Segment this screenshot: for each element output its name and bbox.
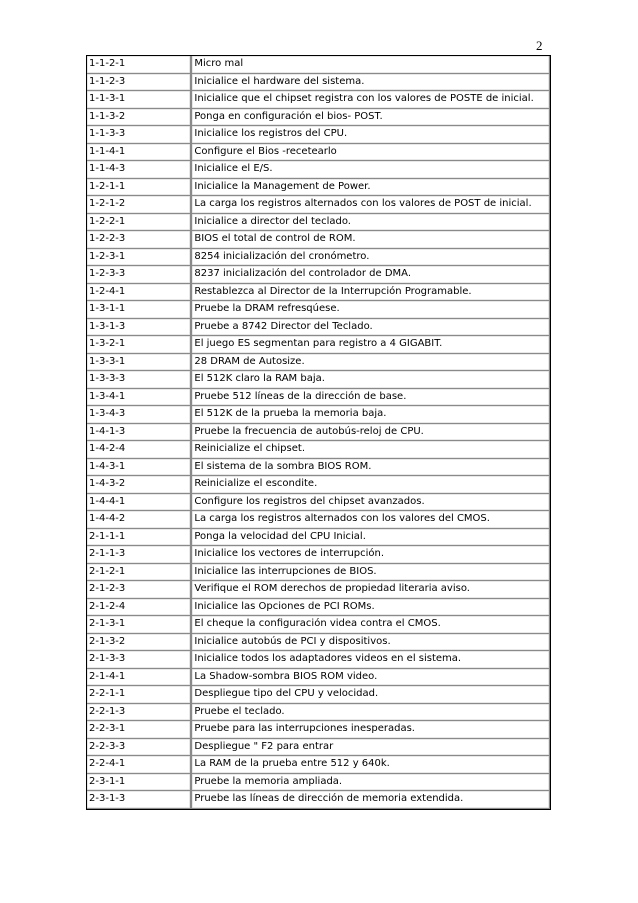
beep-code-cell: 2-1-2-3 — [87, 581, 191, 599]
beep-code-cell: 2-2-1-1 — [87, 686, 191, 704]
table-row — [87, 564, 550, 582]
table-row — [87, 231, 550, 249]
description-cell: Despliegue " F2 para entrar — [191, 739, 550, 757]
beep-code-table-body — [87, 56, 550, 809]
beep-code-cell: 2-1-4-1 — [87, 669, 191, 687]
table-row — [87, 319, 550, 337]
table-row — [87, 494, 550, 512]
beep-code-cell: 1-2-3-1 — [87, 249, 191, 267]
table-row — [87, 476, 550, 494]
table-row — [87, 721, 550, 739]
table-row — [87, 109, 550, 127]
beep-code-cell: 1-2-2-1 — [87, 214, 191, 232]
beep-code-cell: 2-3-1-3 — [87, 791, 191, 809]
beep-code-cell: 2-1-2-4 — [87, 599, 191, 617]
description-cell: Verifique el ROM derechos de propiedad literaria aviso. — [191, 581, 550, 599]
description-cell: Configure los registros del chipset avanzados. — [191, 494, 550, 512]
description-cell: Ponga en configuración el bios- POST. — [191, 109, 550, 127]
table-row — [87, 371, 550, 389]
description-cell: Inicialice las interrupciones de BIOS. — [191, 564, 550, 582]
description-cell: Inicialice las Opciones de PCI ROMs. — [191, 599, 550, 617]
description-cell: Inicialice a director del teclado. — [191, 214, 550, 232]
beep-code-cell: 1-2-1-2 — [87, 196, 191, 214]
table-row — [87, 739, 550, 757]
description-cell: 28 DRAM de Autosize. — [191, 354, 550, 372]
description-cell: Pruebe la DRAM refresqúese. — [191, 301, 550, 319]
table-row — [87, 301, 550, 319]
table-row — [87, 144, 550, 162]
description-cell: Inicialice los registros del CPU. — [191, 126, 550, 144]
page-number: 2 — [536, 38, 543, 53]
table-row — [87, 651, 550, 669]
beep-code-cell: 1-4-4-2 — [87, 511, 191, 529]
table-row — [87, 459, 550, 477]
table-row — [87, 704, 550, 722]
beep-code-cell: 1-1-2-1 — [87, 56, 191, 74]
table-row — [87, 249, 550, 267]
description-cell: BIOS el total de control de ROM. — [191, 231, 550, 249]
table-row — [87, 266, 550, 284]
description-cell: Inicialice el E/S. — [191, 161, 550, 179]
description-cell: La carga los registros alternados con los valores del CMOS. — [191, 511, 550, 529]
beep-code-cell: 1-1-3-2 — [87, 109, 191, 127]
beep-code-cell: 1-4-3-1 — [87, 459, 191, 477]
table-row — [87, 284, 550, 302]
description-cell: El cheque la configuración videa contra el CMOS. — [191, 616, 550, 634]
beep-code-cell: 1-3-3-3 — [87, 371, 191, 389]
table-row — [87, 669, 550, 687]
table-row — [87, 546, 550, 564]
table-row — [87, 616, 550, 634]
beep-code-cell: 1-1-2-3 — [87, 74, 191, 92]
description-cell: Pruebe a 8742 Director del Teclado. — [191, 319, 550, 337]
description-cell: 8254 inicialización del cronómetro. — [191, 249, 550, 267]
description-cell: Pruebe la memoria ampliada. — [191, 774, 550, 792]
description-cell: Reinicialize el chipset. — [191, 441, 550, 459]
table-row — [87, 179, 550, 197]
beep-code-cell: 1-3-4-3 — [87, 406, 191, 424]
description-cell: Pruebe la frecuencia de autobús-reloj de CPU. — [191, 424, 550, 442]
beep-code-cell: 2-2-3-1 — [87, 721, 191, 739]
table-row — [87, 686, 550, 704]
beep-code-cell: 2-1-1-3 — [87, 546, 191, 564]
beep-code-cell: 1-3-2-1 — [87, 336, 191, 354]
description-cell: 8237 inicialización del controlador de DMA. — [191, 266, 550, 284]
beep-code-cell: 1-4-3-2 — [87, 476, 191, 494]
table-row — [87, 354, 550, 372]
beep-code-cell: 1-1-4-1 — [87, 144, 191, 162]
table-row — [87, 581, 550, 599]
table-row — [87, 756, 550, 774]
description-cell: Reinicialize el escondite. — [191, 476, 550, 494]
table-row — [87, 161, 550, 179]
description-cell: Inicialice los vectores de interrupción. — [191, 546, 550, 564]
description-cell: Pruebe para las interrupciones inesperadas. — [191, 721, 550, 739]
table-row — [87, 774, 550, 792]
description-cell: El sistema de la sombra BIOS ROM. — [191, 459, 550, 477]
table-row — [87, 511, 550, 529]
beep-code-cell: 1-2-1-1 — [87, 179, 191, 197]
description-cell: El juego ES segmentan para registro a 4 GIGABIT. — [191, 336, 550, 354]
table-row — [87, 126, 550, 144]
description-cell: Pruebe el teclado. — [191, 704, 550, 722]
beep-code-cell: 1-1-3-3 — [87, 126, 191, 144]
description-cell: La carga los registros alternados con los valores de POST de inicial. — [191, 196, 550, 214]
description-cell: Inicialice autobús de PCI y dispositivos. — [191, 634, 550, 652]
table-row — [87, 424, 550, 442]
beep-code-cell: 2-2-1-3 — [87, 704, 191, 722]
description-cell: La RAM de la prueba entre 512 y 640k. — [191, 756, 550, 774]
beep-code-cell: 2-1-3-1 — [87, 616, 191, 634]
description-cell: Pruebe 512 líneas de la dirección de base. — [191, 389, 550, 407]
beep-code-cell: 1-4-1-3 — [87, 424, 191, 442]
description-cell: Micro mal — [191, 56, 550, 74]
table-row — [87, 529, 550, 547]
beep-code-cell: 2-1-3-2 — [87, 634, 191, 652]
table-row — [87, 389, 550, 407]
description-cell: Restablezca al Director de la Interrupción Programable. — [191, 284, 550, 302]
beep-code-cell: 2-2-4-1 — [87, 756, 191, 774]
description-cell: Configure el Bios -recetearlo — [191, 144, 550, 162]
beep-code-cell: 2-1-2-1 — [87, 564, 191, 582]
beep-code-table — [86, 55, 551, 810]
table-row — [87, 74, 550, 92]
beep-code-cell: 1-3-4-1 — [87, 389, 191, 407]
description-cell: Despliegue tipo del CPU y velocidad. — [191, 686, 550, 704]
beep-code-cell: 1-1-4-3 — [87, 161, 191, 179]
beep-code-cell: 1-4-2-4 — [87, 441, 191, 459]
table-row — [87, 599, 550, 617]
beep-code-cell: 2-3-1-1 — [87, 774, 191, 792]
description-cell: Pruebe las líneas de dirección de memoria extendida. — [191, 791, 550, 809]
description-cell: Ponga la velocidad del CPU Inicial. — [191, 529, 550, 547]
beep-code-cell: 1-2-4-1 — [87, 284, 191, 302]
table-row — [87, 336, 550, 354]
table-row — [87, 56, 550, 74]
table-row — [87, 214, 550, 232]
description-cell: Inicialice todos los adaptadores videos en el sistema. — [191, 651, 550, 669]
beep-code-cell: 1-3-1-1 — [87, 301, 191, 319]
beep-code-cell: 2-2-3-3 — [87, 739, 191, 757]
description-cell: La Shadow-sombra BIOS ROM video. — [191, 669, 550, 687]
beep-code-cell: 1-2-3-3 — [87, 266, 191, 284]
description-cell: El 512K claro la RAM baja. — [191, 371, 550, 389]
table-row — [87, 791, 550, 809]
beep-code-cell: 1-3-1-3 — [87, 319, 191, 337]
table-row — [87, 441, 550, 459]
beep-code-cell: 1-3-3-1 — [87, 354, 191, 372]
description-cell: El 512K de la prueba la memoria baja. — [191, 406, 550, 424]
description-cell: Inicialice el hardware del sistema. — [191, 74, 550, 92]
beep-code-cell: 1-2-2-3 — [87, 231, 191, 249]
table-row — [87, 196, 550, 214]
beep-code-cell: 1-1-3-1 — [87, 91, 191, 109]
description-cell: Inicialice la Management de Power. — [191, 179, 550, 197]
table-row — [87, 406, 550, 424]
table-row — [87, 91, 550, 109]
description-cell: Inicialice que el chipset registra con los valores de POSTE de inicial. — [191, 91, 550, 109]
table-row — [87, 634, 550, 652]
beep-code-cell: 1-4-4-1 — [87, 494, 191, 512]
beep-code-cell: 2-1-1-1 — [87, 529, 191, 547]
beep-code-cell: 2-1-3-3 — [87, 651, 191, 669]
